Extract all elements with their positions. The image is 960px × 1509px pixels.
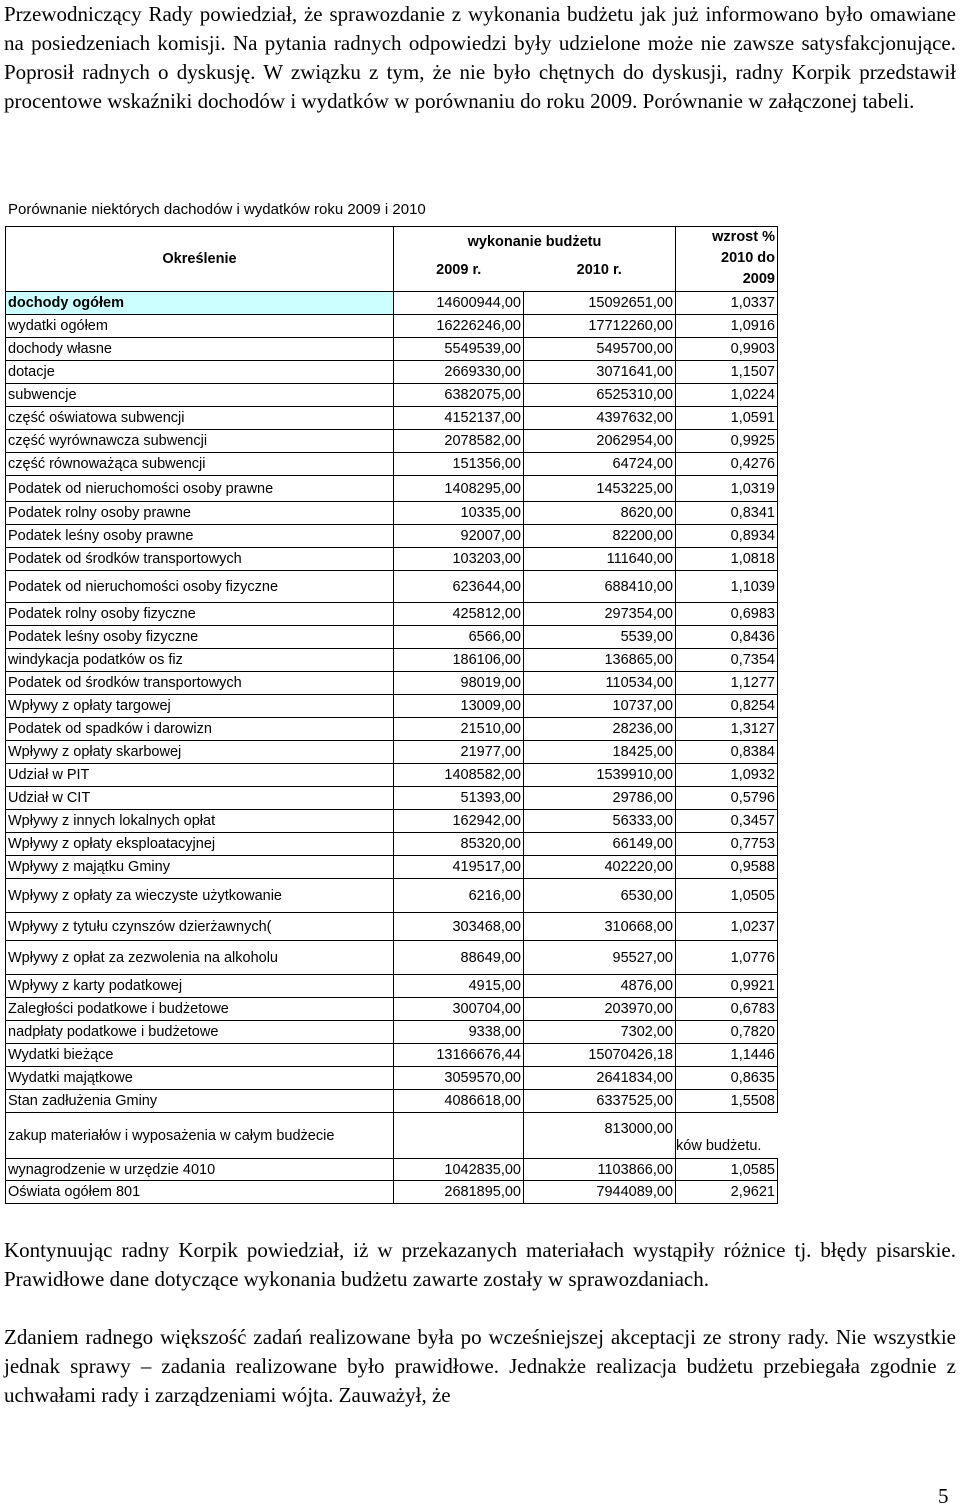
table-row <box>6 548 778 571</box>
row-label: windykacja podatków os fiz <box>6 649 394 672</box>
growth-ratio: 0,8384 <box>676 741 778 764</box>
value-2009: 2078582,00 <box>394 430 524 453</box>
row-label: Udział w CIT <box>6 787 394 810</box>
growth-ratio: 0,9588 <box>676 856 778 879</box>
value-2009: 98019,00 <box>394 672 524 695</box>
row-label: Podatek leśny osoby fizyczne <box>6 626 394 649</box>
row-label: Wpływy z opłat za zezwolenia na alkoholu <box>6 941 394 975</box>
value-2010: 15092651,00 <box>524 292 676 315</box>
growth-ratio: 1,0818 <box>676 548 778 571</box>
table-row <box>6 941 778 975</box>
row-label: zakup materiałów i wyposażenia w całym budżecie <box>6 1113 394 1159</box>
value-2010: 7944089,00 <box>524 1181 676 1204</box>
value-2010: 5539,00 <box>524 626 676 649</box>
growth-ratio: 0,8254 <box>676 695 778 718</box>
value-2010: 688410,00 <box>524 571 676 603</box>
value-2010: 66149,00 <box>524 833 676 856</box>
table-row <box>6 292 778 315</box>
growth-ratio: 0,8341 <box>676 502 778 525</box>
table-row <box>6 913 778 941</box>
row-label: Wpływy z majątku Gminy <box>6 856 394 879</box>
value-2010: 310668,00 <box>524 913 676 941</box>
growth-ratio: 0,5796 <box>676 787 778 810</box>
value-2010: 203970,00 <box>524 998 676 1021</box>
table-row <box>6 1090 778 1113</box>
value-2009: 2669330,00 <box>394 361 524 384</box>
header-row-1 <box>6 227 778 250</box>
table-row <box>6 1113 778 1159</box>
table-row <box>6 787 778 810</box>
row-label: część równoważąca subwencji <box>6 453 394 476</box>
row-label: Podatek od nieruchomości osoby prawne <box>6 476 394 502</box>
value-2010: 4397632,00 <box>524 407 676 430</box>
growth-ratio: ków budżetu. <box>676 1138 762 1154</box>
value-2010: 136865,00 <box>524 649 676 672</box>
growth-ratio: 0,6783 <box>676 998 778 1021</box>
value-2009: 21977,00 <box>394 741 524 764</box>
growth-ratio: 0,4276 <box>676 453 778 476</box>
value-2009: 1408582,00 <box>394 764 524 787</box>
value-2009: 9338,00 <box>394 1021 524 1044</box>
value-2009: 51393,00 <box>394 787 524 810</box>
value-2010: 15070426,18 <box>524 1044 676 1067</box>
growth-ratio: 1,3127 <box>676 718 778 741</box>
value-2009: 623644,00 <box>394 571 524 603</box>
table-row <box>6 525 778 548</box>
table-row <box>6 741 778 764</box>
value-2009: 13166676,44 <box>394 1044 524 1067</box>
table-row <box>6 975 778 998</box>
row-label: Podatek od nieruchomości osoby fizyczne <box>6 571 394 603</box>
table-row <box>6 361 778 384</box>
header-wykonanie-budzetu: wykonanie budżetu <box>394 227 676 250</box>
value-2009: 300704,00 <box>394 998 524 1021</box>
value-2010: 17712260,00 <box>524 315 676 338</box>
growth-ratio: 1,0776 <box>676 941 778 975</box>
row-label: dochody ogółem <box>6 292 394 315</box>
value-2010: 2641834,00 <box>524 1067 676 1090</box>
value-2010: 813000,00 <box>524 1113 676 1159</box>
value-2010: 95527,00 <box>524 941 676 975</box>
growth-ratio: 1,0319 <box>676 476 778 502</box>
header-year-2010: 2010 r. <box>524 250 676 292</box>
value-2009: 103203,00 <box>394 548 524 571</box>
row-label: wydatki ogółem <box>6 315 394 338</box>
row-label: nadpłaty podatkowe i budżetowe <box>6 1021 394 1044</box>
value-2009: 6382075,00 <box>394 384 524 407</box>
value-2010: 1103866,00 <box>524 1159 676 1181</box>
value-2009: 419517,00 <box>394 856 524 879</box>
header-wzrost <box>676 227 778 292</box>
growth-ratio: 0,7753 <box>676 833 778 856</box>
value-2009: 4915,00 <box>394 975 524 998</box>
value-2010: 1453225,00 <box>524 476 676 502</box>
table-row <box>6 476 778 502</box>
value-2010: 3071641,00 <box>524 361 676 384</box>
table-row <box>6 856 778 879</box>
growth-ratio: 0,8934 <box>676 525 778 548</box>
growth-ratio: 0,3457 <box>676 810 778 833</box>
table-row <box>6 833 778 856</box>
row-label: Oświata ogółem 801 <box>6 1181 394 1204</box>
growth-ratio: 0,9903 <box>676 338 778 361</box>
value-2009: 88649,00 <box>394 941 524 975</box>
value-2010: 1539910,00 <box>524 764 676 787</box>
value-2010: 7302,00 <box>524 1021 676 1044</box>
table-row <box>6 430 778 453</box>
row-label: Wpływy z opłaty eksploatacyjnej <box>6 833 394 856</box>
table-row <box>6 407 778 430</box>
table-row <box>6 502 778 525</box>
row-label: Podatek od spadków i darowizn <box>6 718 394 741</box>
header-wzrost-line2: 2010 do <box>721 250 775 266</box>
growth-ratio: 0,7820 <box>676 1021 778 1044</box>
table-row <box>6 384 778 407</box>
row-label: Podatek od środków transportowych <box>6 672 394 695</box>
value-2009: 13009,00 <box>394 695 524 718</box>
value-2009: 1408295,00 <box>394 476 524 502</box>
value-2010: 6530,00 <box>524 879 676 913</box>
table-caption: Porównanie niektórych dachodów i wydatków roku 2009 i 2010 <box>8 201 426 218</box>
row-label: Podatek rolny osoby prawne <box>6 502 394 525</box>
growth-ratio: 1,0505 <box>676 879 778 913</box>
header-wzrost-line3: 2009 <box>742 271 775 287</box>
value-2009: 425812,00 <box>394 603 524 626</box>
table-row <box>6 998 778 1021</box>
table-row <box>6 672 778 695</box>
header-określenie: Określenie <box>6 227 394 292</box>
growth-ratio: 1,1039 <box>676 571 778 603</box>
table-row <box>6 718 778 741</box>
table-row <box>6 1044 778 1067</box>
table-row <box>6 1021 778 1044</box>
row-label: wynagrodzenie w urzędzie 4010 <box>6 1159 394 1181</box>
value-2009: 16226246,00 <box>394 315 524 338</box>
table-row <box>6 1067 778 1090</box>
row-label: Podatek od środków transportowych <box>6 548 394 571</box>
intro-paragraph: Przewodniczący Rady powiedział, że sprawozdanie z wykonania budżetu jak już informowano było omawiane na posiedzeniach komisji. Na pytania radnych odpowiedzi były udzielone może nie zawsze satysfakcjonujące. Poprosił radnych o dyskusję. W związku z tym, że nie było chętnych do dyskusji, radny Korpik przedstawił procentowe wskaźniki dochodów i wydatków w porównaniu do roku 2009. Porównanie w załączonej tabeli. <box>4 2 956 113</box>
table-row <box>6 764 778 787</box>
row-label: Wpływy z innych lokalnych opłat <box>6 810 394 833</box>
header-year-2009: 2009 r. <box>394 250 524 292</box>
row-label: dochody własne <box>6 338 394 361</box>
growth-ratio: 0,9921 <box>676 975 778 998</box>
growth-ratio: 1,5508 <box>676 1090 778 1113</box>
value-2009: 2681895,00 <box>394 1181 524 1204</box>
value-2009: 14600944,00 <box>394 292 524 315</box>
row-label: Zaległości podatkowe i budżetowe <box>6 998 394 1021</box>
value-2010: 6337525,00 <box>524 1090 676 1113</box>
continuation-paragraph: Kontynuując radny Korpik powiedział, iż w przekazanych materiałach wystąpiły różnice tj. błędy pisarskie. Prawidłowe dane dotyczące wykonania budżetu zawarte zostały w sprawozdaniach. <box>4 1238 956 1291</box>
row-label: Wpływy z tytułu czynszów dzierżawnych( <box>6 913 394 941</box>
row-label: część wyrównawcza subwencji <box>6 430 394 453</box>
table-row <box>6 1181 778 1204</box>
table-row <box>6 338 778 361</box>
value-2010: 110534,00 <box>524 672 676 695</box>
value-2009: 4086618,00 <box>394 1090 524 1113</box>
row-label: Wydatki bieżące <box>6 1044 394 1067</box>
value-2010: 111640,00 <box>524 548 676 571</box>
table-row <box>6 695 778 718</box>
growth-ratio: 1,1446 <box>676 1044 778 1067</box>
budget-comparison-table <box>5 226 778 1204</box>
row-label: dotacje <box>6 361 394 384</box>
row-label: Wpływy z karty podatkowej <box>6 975 394 998</box>
value-2010: 5495700,00 <box>524 338 676 361</box>
value-2010: 8620,00 <box>524 502 676 525</box>
row-label: Podatek rolny osoby fizyczne <box>6 603 394 626</box>
table-row <box>6 879 778 913</box>
growth-ratio: 1,0591 <box>676 407 778 430</box>
growth-ratio: 1,0585 <box>676 1159 778 1181</box>
table-row <box>6 315 778 338</box>
row-label: Wpływy z opłaty skarbowej <box>6 741 394 764</box>
value-2009: 4152137,00 <box>394 407 524 430</box>
table-row <box>6 649 778 672</box>
value-2010: 18425,00 <box>524 741 676 764</box>
growth-ratio: 1,1277 <box>676 672 778 695</box>
table-row <box>6 1159 778 1181</box>
value-2009: 21510,00 <box>394 718 524 741</box>
value-2009: 162942,00 <box>394 810 524 833</box>
value-2010: 82200,00 <box>524 525 676 548</box>
value-2010: 29786,00 <box>524 787 676 810</box>
table-row <box>6 810 778 833</box>
value-2009: 3059570,00 <box>394 1067 524 1090</box>
value-2009: 85320,00 <box>394 833 524 856</box>
value-2010: 10737,00 <box>524 695 676 718</box>
table-row <box>6 571 778 603</box>
row-label: Udział w PIT <box>6 764 394 787</box>
growth-ratio: 0,7354 <box>676 649 778 672</box>
row-label: Wpływy z opłaty za wieczyste użytkowanie <box>6 879 394 913</box>
row-label: część oświatowa subwencji <box>6 407 394 430</box>
value-2009: 6216,00 <box>394 879 524 913</box>
growth-ratio: 1,0932 <box>676 764 778 787</box>
value-2009: 303468,00 <box>394 913 524 941</box>
row-label: Stan zadłużenia Gminy <box>6 1090 394 1113</box>
growth-ratio: 1,0337 <box>676 292 778 315</box>
header-wzrost-line1: wzrost % <box>712 229 775 245</box>
value-2009: 6566,00 <box>394 626 524 649</box>
value-2010: 402220,00 <box>524 856 676 879</box>
page-number: 5 <box>938 1484 949 1508</box>
value-2009 <box>394 1113 524 1159</box>
growth-ratio: 2,9621 <box>676 1181 778 1204</box>
value-2010: 28236,00 <box>524 718 676 741</box>
table-row <box>6 603 778 626</box>
growth-ratio: 0,8436 <box>676 626 778 649</box>
row-label: subwencje <box>6 384 394 407</box>
row-label: Wydatki majątkowe <box>6 1067 394 1090</box>
growth-ratio: 1,0237 <box>676 913 778 941</box>
growth-ratio: 0,9925 <box>676 430 778 453</box>
row-label: Wpływy z opłaty targowej <box>6 695 394 718</box>
value-2010: 4876,00 <box>524 975 676 998</box>
opinion-paragraph: Zdaniem radnego większość zadań realizowane była po wcześniejszej akceptacji ze strony rady. Nie wszystkie jednak sprawy – zadania realizowane było prawidłowe. Jednakże realizacja budżetu przebiegała zgodnie z uchwałami rady i zarządzeniami wójta. Zauważył, że <box>4 1325 956 1407</box>
growth-ratio: 1,1507 <box>676 361 778 384</box>
growth-ratio: 0,8635 <box>676 1067 778 1090</box>
value-2009: 186106,00 <box>394 649 524 672</box>
value-2009: 10335,00 <box>394 502 524 525</box>
table-row <box>6 453 778 476</box>
value-2009: 1042835,00 <box>394 1159 524 1181</box>
row-label: Podatek leśny osoby prawne <box>6 525 394 548</box>
growth-ratio: 0,6983 <box>676 603 778 626</box>
value-2010: 297354,00 <box>524 603 676 626</box>
value-2009: 5549539,00 <box>394 338 524 361</box>
growth-ratio: 1,0916 <box>676 315 778 338</box>
value-2010: 6525310,00 <box>524 384 676 407</box>
value-2010: 64724,00 <box>524 453 676 476</box>
table-row <box>6 626 778 649</box>
value-2009: 151356,00 <box>394 453 524 476</box>
value-2010: 56333,00 <box>524 810 676 833</box>
value-2010: 2062954,00 <box>524 430 676 453</box>
growth-ratio: 1,0224 <box>676 384 778 407</box>
value-2009: 92007,00 <box>394 525 524 548</box>
